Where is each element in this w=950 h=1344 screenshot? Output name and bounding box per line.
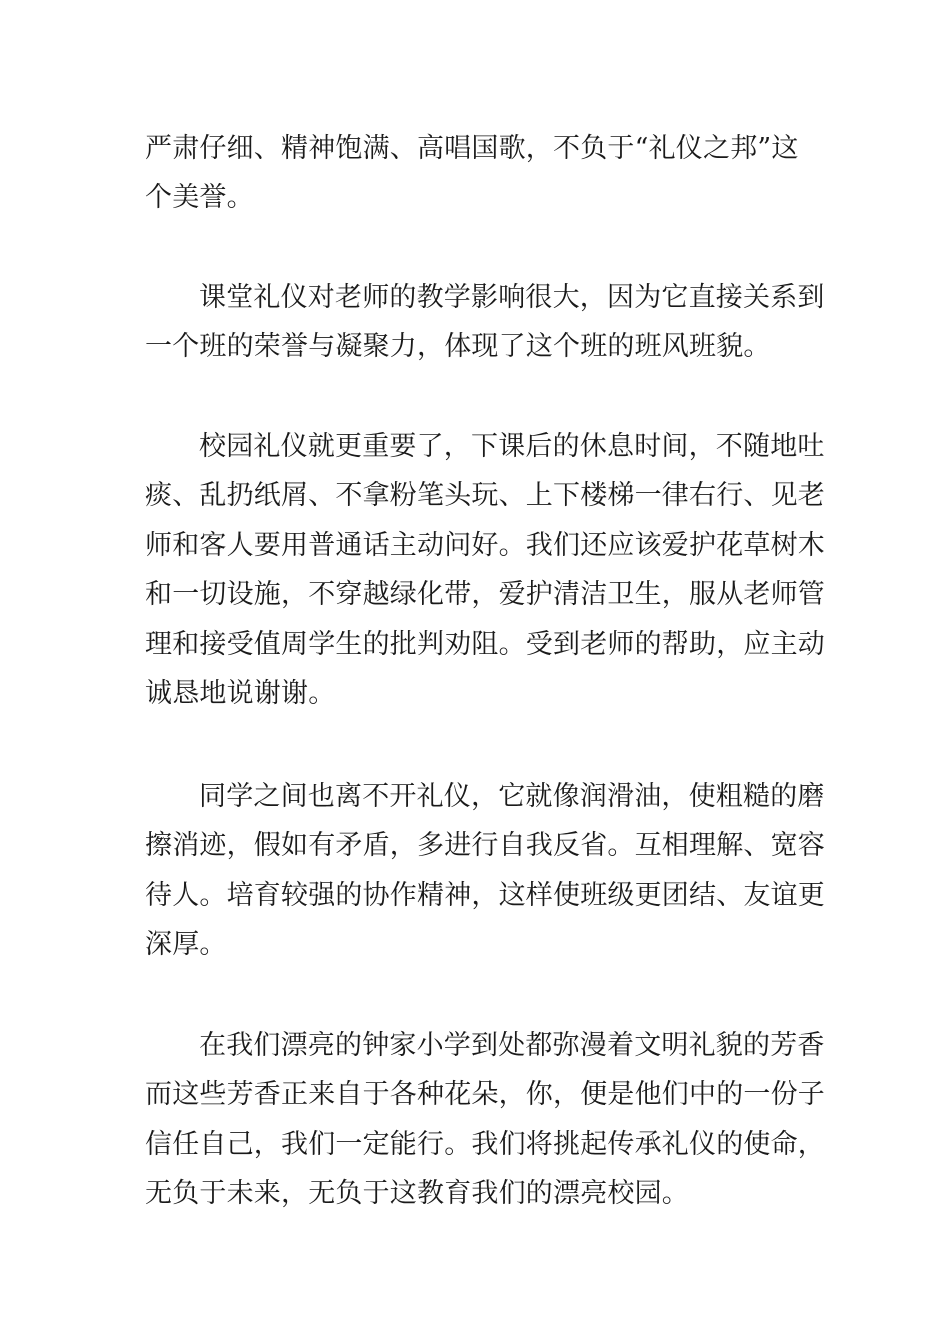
text-line: 个美誉。 (145, 182, 254, 214)
text-line: 在我们漂亮的钟家小学到处都弥漫着文明礼貌的芳香 (199, 1030, 825, 1061)
text-line: 师和客人要用普通话主动问好。我们还应该爱护花草树木 (145, 529, 825, 561)
text-line: 深厚。 (145, 929, 227, 961)
paragraph-5 (145, 1021, 825, 1219)
text-line: 待人。培育较强的协作精神，这样使班级更团结、友谊更 (145, 879, 825, 911)
text-line: 无负于未来，无负于这教育我们的漂亮校园。 (145, 1178, 689, 1210)
text-line: 擦消迹，假如有矛盾，多进行自我反省。互相理解、宽容 (145, 830, 825, 862)
text-line: 同学之间也离不开礼仪，它就像润滑油，使粗糙的磨 (199, 781, 825, 812)
text-line: 痰、乱扔纸屑、不拿粉笔头玩、上下楼梯一律右行、见老 (145, 480, 825, 512)
text-line: 严肃仔细、精神饱满、高唱国歌，不负于“礼仪之邦”这 (145, 133, 799, 164)
text-line: 理和接受值周学生的批判劝阻。受到老师的帮助，应主动 (145, 628, 825, 660)
paragraph-2 (145, 273, 825, 372)
text-line: 课堂礼仪对老师的教学影响很大，因为它直接关系到 (199, 282, 825, 313)
paragraph-4 (145, 772, 825, 970)
text-line: 而这些芳香正来自于各种花朵，你，便是他们中的一份子 (145, 1079, 825, 1111)
text-line: 校园礼仪就更重要了，下课后的休息时间，不随地吐 (199, 431, 825, 462)
text-line: 信任自己，我们一定能行。我们将挑起传承礼仪的使命， (145, 1128, 825, 1160)
paragraph-1 (145, 124, 807, 223)
text-line: 和一切设施，不穿越绿化带，爱护清洁卫生，服从老师管 (145, 579, 825, 611)
text-line: 一个班的荣誉与凝聚力，体现了这个班的班风班貌。 (145, 331, 771, 363)
paragraph-3 (145, 422, 825, 718)
text-line: 诚恳地说谢谢。 (145, 677, 336, 709)
